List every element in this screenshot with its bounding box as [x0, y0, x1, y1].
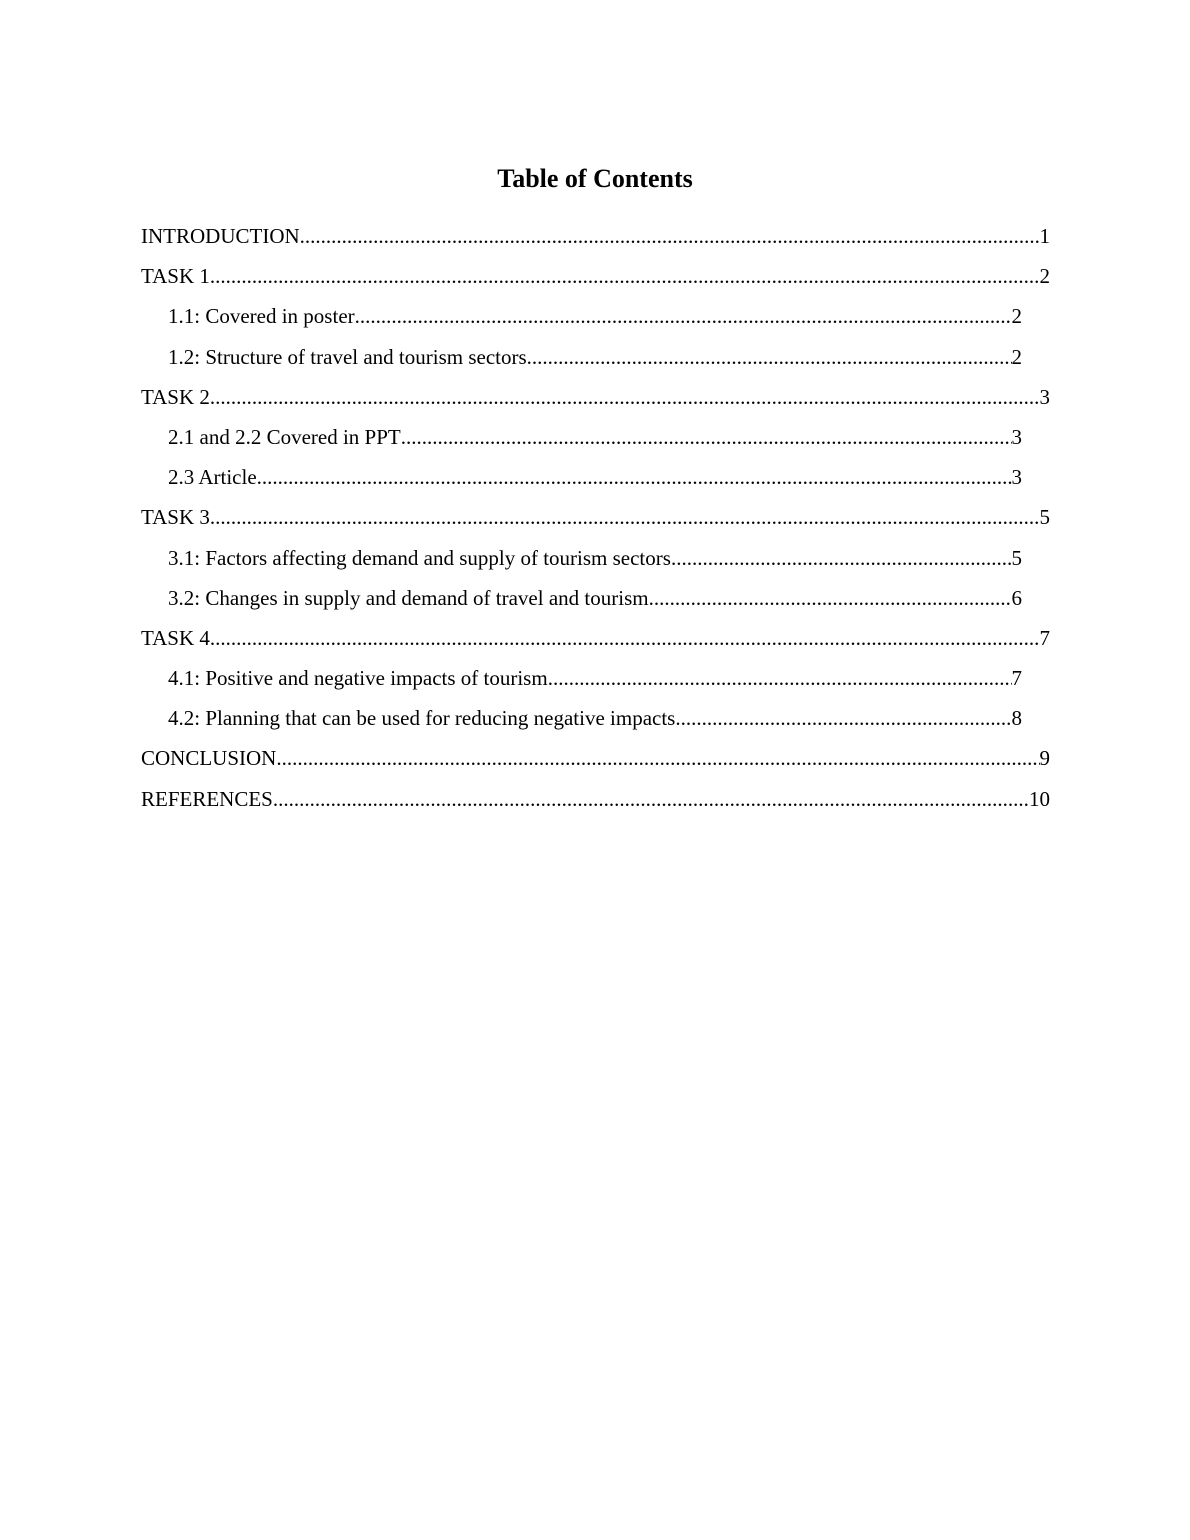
toc-entry-label: REFERENCES	[141, 786, 273, 811]
toc-dot-leader	[210, 618, 1040, 658]
toc-list	[0, 216, 1190, 819]
toc-entry[interactable]	[141, 377, 1050, 417]
toc-entry-label: 2.1 and 2.2 Covered in PPT	[168, 424, 401, 449]
toc-entry-page-number: 5	[1011, 545, 1022, 570]
toc-entry-page-number: 7	[1039, 625, 1050, 650]
toc-entry[interactable]	[168, 578, 1022, 618]
toc-dot-leader	[671, 538, 1012, 578]
toc-entry[interactable]	[141, 779, 1050, 819]
toc-entry-label: 1.2: Structure of travel and tourism sectors	[168, 344, 527, 369]
toc-entry-label: 4.2: Planning that can be used for reducing negative impacts	[168, 706, 676, 731]
toc-dot-leader	[276, 738, 1039, 778]
toc-entry[interactable]	[141, 216, 1050, 256]
toc-entry-page-number: 10	[1029, 786, 1050, 811]
toc-dot-leader	[401, 417, 1012, 457]
toc-entry[interactable]	[168, 658, 1022, 698]
toc-dot-leader	[527, 337, 1012, 377]
toc-entry[interactable]	[141, 738, 1050, 778]
toc-entry-page-number: 3	[1011, 465, 1022, 490]
toc-dot-leader	[210, 377, 1040, 417]
toc-entry-label: 1.1: Covered in poster	[168, 304, 355, 329]
toc-entry-label: CONCLUSION	[141, 746, 277, 771]
toc-entry-label: 4.1: Positive and negative impacts of tourism	[168, 666, 548, 691]
toc-entry-page-number: 3	[1011, 424, 1022, 449]
toc-entry-label: TASK 4	[141, 625, 210, 650]
toc-entry-page-number: 6	[1011, 585, 1022, 610]
toc-dot-leader	[273, 779, 1029, 819]
toc-entry-page-number: 5	[1039, 505, 1050, 530]
toc-entry[interactable]	[141, 256, 1050, 296]
toc-dot-leader	[257, 457, 1012, 497]
toc-dot-leader	[210, 256, 1040, 296]
toc-entry-page-number: 8	[1011, 706, 1022, 731]
toc-dot-leader	[210, 497, 1040, 537]
toc-entry[interactable]	[168, 698, 1022, 738]
toc-entry[interactable]	[168, 417, 1022, 457]
toc-dot-leader	[548, 658, 1012, 698]
toc-entry-page-number: 2	[1039, 264, 1050, 289]
toc-entry-page-number: 7	[1011, 666, 1022, 691]
toc-entry[interactable]	[141, 497, 1050, 537]
toc-entry-label: TASK 1	[141, 264, 210, 289]
toc-entry-label: 3.2: Changes in supply and demand of travel and tourism	[168, 585, 649, 610]
toc-entry-page-number: 1	[1039, 224, 1050, 248]
toc-entry[interactable]	[168, 457, 1022, 497]
toc-title: Table of Contents	[497, 164, 693, 193]
toc-entry[interactable]	[168, 337, 1022, 377]
toc-entry-page-number: 2	[1011, 304, 1022, 329]
toc-entry-page-number: 9	[1039, 746, 1050, 771]
toc-entry-label: TASK 3	[141, 505, 210, 530]
toc-entry-label: INTRODUCTION	[141, 224, 300, 248]
toc-entry[interactable]	[141, 618, 1050, 658]
toc-dot-leader	[355, 296, 1012, 336]
toc-dot-leader	[675, 698, 1011, 738]
toc-entry[interactable]	[168, 296, 1022, 336]
toc-dot-leader	[300, 216, 1040, 256]
toc-dot-leader	[649, 578, 1012, 618]
toc-entry-label: 2.3 Article	[168, 465, 257, 490]
toc-entry-page-number: 2	[1011, 344, 1022, 369]
toc-entry-label: TASK 2	[141, 384, 210, 409]
toc-entry[interactable]	[168, 538, 1022, 578]
toc-entry-page-number: 3	[1039, 384, 1050, 409]
toc-entry-label: 3.1: Factors affecting demand and supply of tourism sectors	[168, 545, 671, 570]
